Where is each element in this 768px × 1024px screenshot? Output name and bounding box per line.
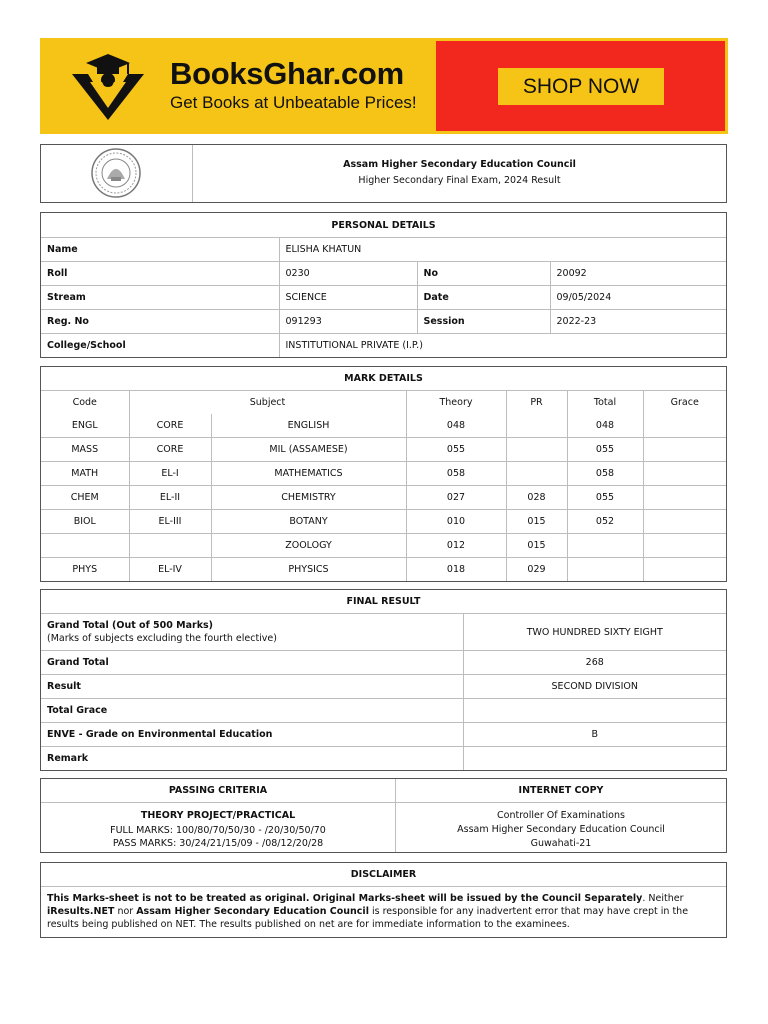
disclaimer-text-2: . Neither — [642, 893, 684, 904]
roll-label: Roll — [41, 262, 279, 286]
pr-cell: 015 — [506, 534, 567, 558]
grace-cell — [643, 558, 726, 582]
pr-cell: 028 — [506, 486, 567, 510]
disclaimer-council: Assam Higher Secondary Education Council — [136, 906, 369, 917]
total-cell: 048 — [567, 414, 643, 438]
theory-cell: 012 — [406, 534, 506, 558]
reg-value: 091293 — [279, 310, 417, 334]
ad-banner[interactable] — [40, 38, 728, 134]
theory-cell: 048 — [406, 414, 506, 438]
name-value: ELISHA KHATUN — [279, 238, 726, 262]
date-label: Date — [417, 286, 550, 310]
theory-cell: 018 — [406, 558, 506, 582]
session-value: 2022-23 — [550, 310, 726, 334]
pr-cell — [506, 438, 567, 462]
passing-internet — [40, 778, 727, 853]
total-cell: 055 — [567, 438, 643, 462]
name-label: Name — [41, 238, 279, 262]
pr-cell — [506, 462, 567, 486]
code-cell: ENGL — [41, 414, 129, 438]
personal-details — [40, 212, 727, 358]
subject-cell: ZOOLOGY — [211, 534, 406, 558]
council-name: Assam Higher Secondary Education Council — [343, 159, 576, 170]
disclaimer-text-4: nor — [114, 906, 137, 917]
graduation-cap-book-icon — [70, 54, 146, 120]
mark-details — [40, 366, 727, 582]
passing-sub: THEORY PROJECT/PRACTICAL — [140, 810, 296, 821]
col-total: Total — [567, 391, 643, 415]
roll-value: 0230 — [279, 262, 417, 286]
grace-cell — [643, 486, 726, 510]
reg-label: Reg. No — [41, 310, 279, 334]
disclaimer-bold-1: This Marks-sheet is not to be treated as original. Original Marks-sheet will be issued by the Council Separately — [47, 893, 643, 904]
result-value: SECOND DIVISION — [463, 675, 726, 699]
table-row — [41, 510, 726, 534]
enve-label: ENVE - Grade on Environmental Education — [41, 723, 463, 747]
col-code: Code — [41, 391, 129, 415]
grand-total-value: 268 — [463, 651, 726, 675]
theory-cell: 010 — [406, 510, 506, 534]
shop-now-button[interactable]: SHOP NOW — [498, 68, 664, 105]
table-row — [41, 486, 726, 510]
total-cell: 052 — [567, 510, 643, 534]
seal-cell — [41, 145, 193, 202]
subject-cell: MIL (ASSAMESE) — [211, 438, 406, 462]
code-cell: BIOL — [41, 510, 129, 534]
type-cell: CORE — [129, 438, 211, 462]
subject-cell: PHYSICS — [211, 558, 406, 582]
subject-cell: CHEMISTRY — [211, 486, 406, 510]
result-header — [40, 144, 727, 203]
table-row — [41, 462, 726, 486]
no-label: No — [417, 262, 550, 286]
subject-cell: ENGLISH — [211, 414, 406, 438]
remark-label: Remark — [41, 747, 463, 771]
full-marks: FULL MARKS: 100/80/70/50/30 - /20/30/50/70 — [110, 825, 326, 836]
table-row — [41, 558, 726, 582]
marks-table — [41, 367, 726, 581]
session-label: Session — [417, 310, 550, 334]
section-heading: MARK DETAILS — [41, 367, 726, 391]
council-seal-icon — [41, 145, 192, 202]
pass-marks: PASS MARKS: 30/24/21/15/09 - /08/12/20/28 — [112, 838, 324, 849]
table-row — [41, 414, 726, 438]
code-cell: MATH — [41, 462, 129, 486]
result-label: Result — [41, 675, 463, 699]
passing-criteria — [41, 779, 396, 852]
grace-cell — [643, 438, 726, 462]
code-cell: PHYS — [41, 558, 129, 582]
code-cell: MASS — [41, 438, 129, 462]
remark-value — [463, 747, 726, 771]
pr-cell — [506, 414, 567, 438]
stream-value: SCIENCE — [279, 286, 417, 310]
pr-cell: 029 — [506, 558, 567, 582]
col-theory: Theory — [406, 391, 506, 415]
disclaimer-heading: DISCLAIMER — [41, 863, 726, 887]
grand-total-500-note: (Marks of subjects excluding the fourth elective) — [47, 633, 277, 644]
disclaimer-text — [41, 887, 726, 936]
theory-cell: 027 — [406, 486, 506, 510]
type-cell: EL-III — [129, 510, 211, 534]
grand-total-label: Grand Total — [41, 651, 463, 675]
stream-label: Stream — [41, 286, 279, 310]
controller-line: Controller Of Examinations — [497, 810, 625, 821]
table-row — [41, 534, 726, 558]
grand-total-500-label: Grand Total (Out of 500 Marks) — [47, 620, 214, 631]
no-value: 20092 — [550, 262, 726, 286]
passing-heading: PASSING CRITERIA — [41, 779, 395, 803]
total-cell: 055 — [567, 486, 643, 510]
council-line: Assam Higher Secondary Education Council — [457, 824, 665, 835]
college-value: INSTITUTIONAL PRIVATE (I.P.) — [279, 334, 726, 358]
grand-total-words: TWO HUNDRED SIXTY EIGHT — [463, 614, 726, 651]
total-grace-value — [463, 699, 726, 723]
section-heading: FINAL RESULT — [41, 590, 726, 614]
marks-body — [41, 414, 726, 581]
type-cell — [129, 534, 211, 558]
college-label: College/School — [41, 334, 279, 358]
total-cell — [567, 534, 643, 558]
internet-copy — [396, 779, 726, 852]
grace-cell — [643, 462, 726, 486]
exam-title: Higher Secondary Final Exam, 2024 Result — [358, 175, 561, 186]
col-pr: PR — [506, 391, 567, 415]
code-cell: CHEM — [41, 486, 129, 510]
subject-cell: MATHEMATICS — [211, 462, 406, 486]
grace-cell — [643, 414, 726, 438]
theory-cell: 055 — [406, 438, 506, 462]
type-cell: EL-IV — [129, 558, 211, 582]
total-grace-label: Total Grace — [41, 699, 463, 723]
code-cell — [41, 534, 129, 558]
disclaimer — [40, 862, 727, 938]
final-table — [41, 590, 726, 770]
total-cell: 058 — [567, 462, 643, 486]
col-grace: Grace — [643, 391, 726, 415]
section-heading: PERSONAL DETAILS — [41, 213, 726, 238]
grace-cell — [643, 534, 726, 558]
date-value: 09/05/2024 — [550, 286, 726, 310]
pr-cell: 015 — [506, 510, 567, 534]
col-subject: Subject — [129, 391, 406, 415]
table-row — [41, 438, 726, 462]
type-cell: EL-I — [129, 462, 211, 486]
internet-heading: INTERNET COPY — [396, 779, 726, 803]
iresults-link[interactable]: iResults.NET — [47, 906, 115, 917]
brand-tagline: Get Books at Unbeatable Prices! — [170, 93, 417, 112]
brand-name[interactable]: BooksGhar.com — [170, 56, 404, 91]
city-line: Guwahati-21 — [530, 838, 592, 849]
grace-cell — [643, 510, 726, 534]
final-result — [40, 589, 727, 771]
total-cell — [567, 558, 643, 582]
subject-cell: BOTANY — [211, 510, 406, 534]
disclaimer-text-6: is responsible for any inadvertent error that may have crept in the results being published on NET. The results published on net are for immediate information to the examinees. — [47, 906, 689, 930]
type-cell: CORE — [129, 414, 211, 438]
theory-cell: 058 — [406, 462, 506, 486]
personal-table — [41, 213, 726, 357]
type-cell: EL-II — [129, 486, 211, 510]
enve-value: B — [463, 723, 726, 747]
